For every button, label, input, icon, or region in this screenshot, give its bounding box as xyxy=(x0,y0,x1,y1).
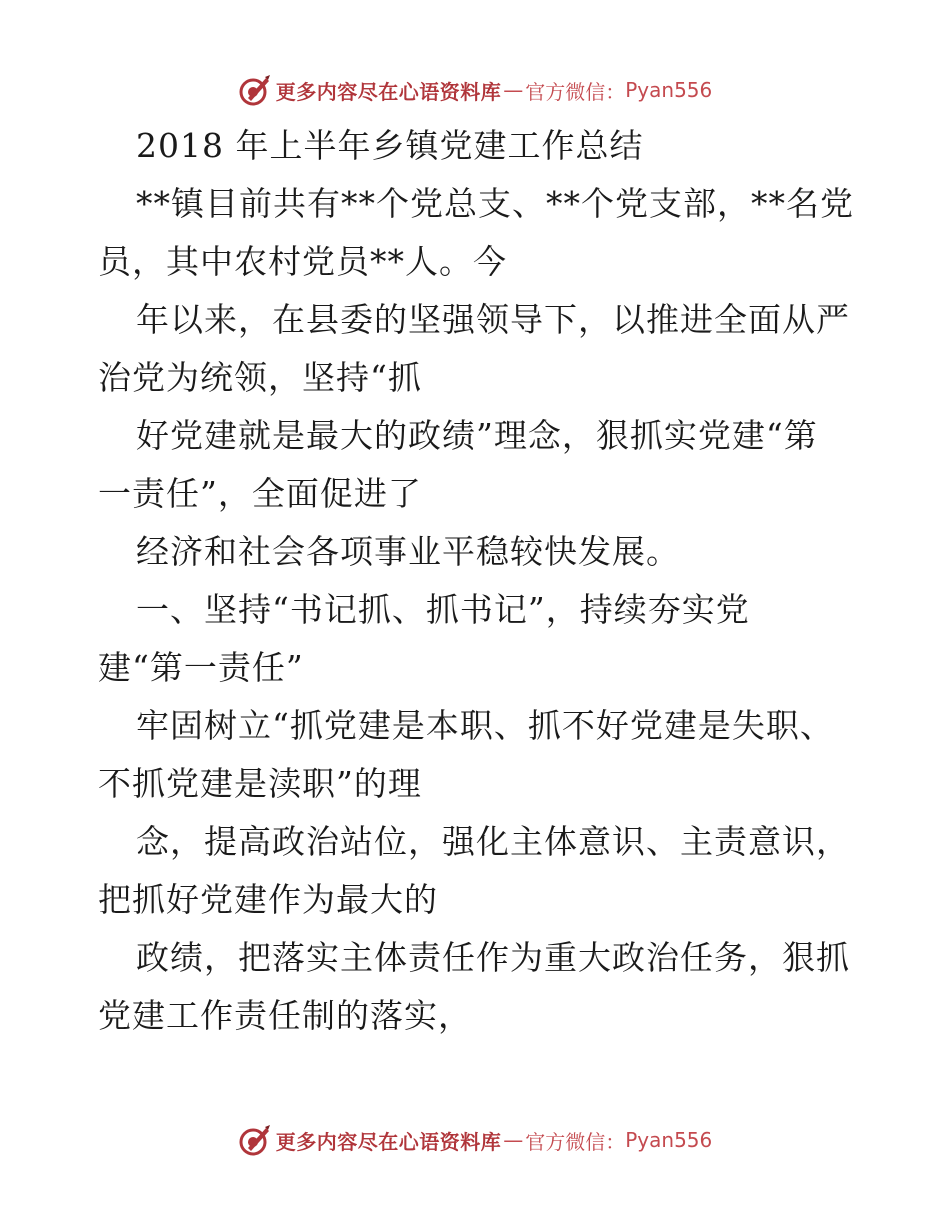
paragraph-line: 年以来，在县委的坚强领导下，以推进全面从严 xyxy=(136,300,850,339)
paragraph-line: 经济和社会各项事业平稳较快发展。 xyxy=(136,532,680,571)
paragraph-line: 治党为统领，坚持“抓 xyxy=(98,358,422,397)
paragraph-line: 一、坚持“书记抓、抓书记”，持续夯实党 xyxy=(136,590,750,629)
watermark-sub-text: 官方微信： xyxy=(525,1129,626,1154)
watermark-wechat-id: Pyan556 xyxy=(625,1128,713,1152)
pen-logo-icon xyxy=(238,1123,272,1157)
watermark-separator: — xyxy=(503,1128,524,1152)
watermark-wechat-id: Pyan556 xyxy=(625,78,713,102)
pen-logo-icon xyxy=(238,73,272,107)
paragraph-line: 建“第一责任” xyxy=(98,648,304,687)
paragraph-line: 员，其中农村党员**人。今 xyxy=(98,242,507,281)
paragraph-line: 党建工作责任制的落实， xyxy=(98,996,472,1035)
paragraph-line: 一责任”，全面促进了 xyxy=(98,474,422,513)
paragraph-line: **镇目前共有**个党总支、**个党支部，**名党 xyxy=(136,184,854,223)
paragraph-line: 2018 年上半年乡镇党建工作总结 xyxy=(136,126,644,165)
paragraph-line: 把抓好党建作为最大的 xyxy=(98,880,438,919)
paragraph-line: 不抓党建是渎职”的理 xyxy=(98,764,422,803)
document-body xyxy=(98,122,858,1050)
paragraph-line: 念，提高政治站位，强化主体意识、主责意识， xyxy=(136,822,850,861)
watermark-sub-text: 官方微信： xyxy=(525,79,626,104)
watermark-separator: — xyxy=(503,78,524,102)
watermark-banner-bottom xyxy=(0,1120,950,1160)
paragraph-line: 政绩，把落实主体责任作为重大政治任务，狠抓 xyxy=(136,938,850,977)
watermark-banner-top xyxy=(0,70,950,110)
paragraph-line: 好党建就是最大的政绩”理念，狠抓实党建“第 xyxy=(136,416,818,455)
watermark-main-text: 更多内容尽在心语资料库 xyxy=(275,1129,502,1154)
paragraph-line: 牢固树立“抓党建是本职、抓不好党建是失职、 xyxy=(136,706,834,745)
watermark-main-text: 更多内容尽在心语资料库 xyxy=(275,79,502,104)
